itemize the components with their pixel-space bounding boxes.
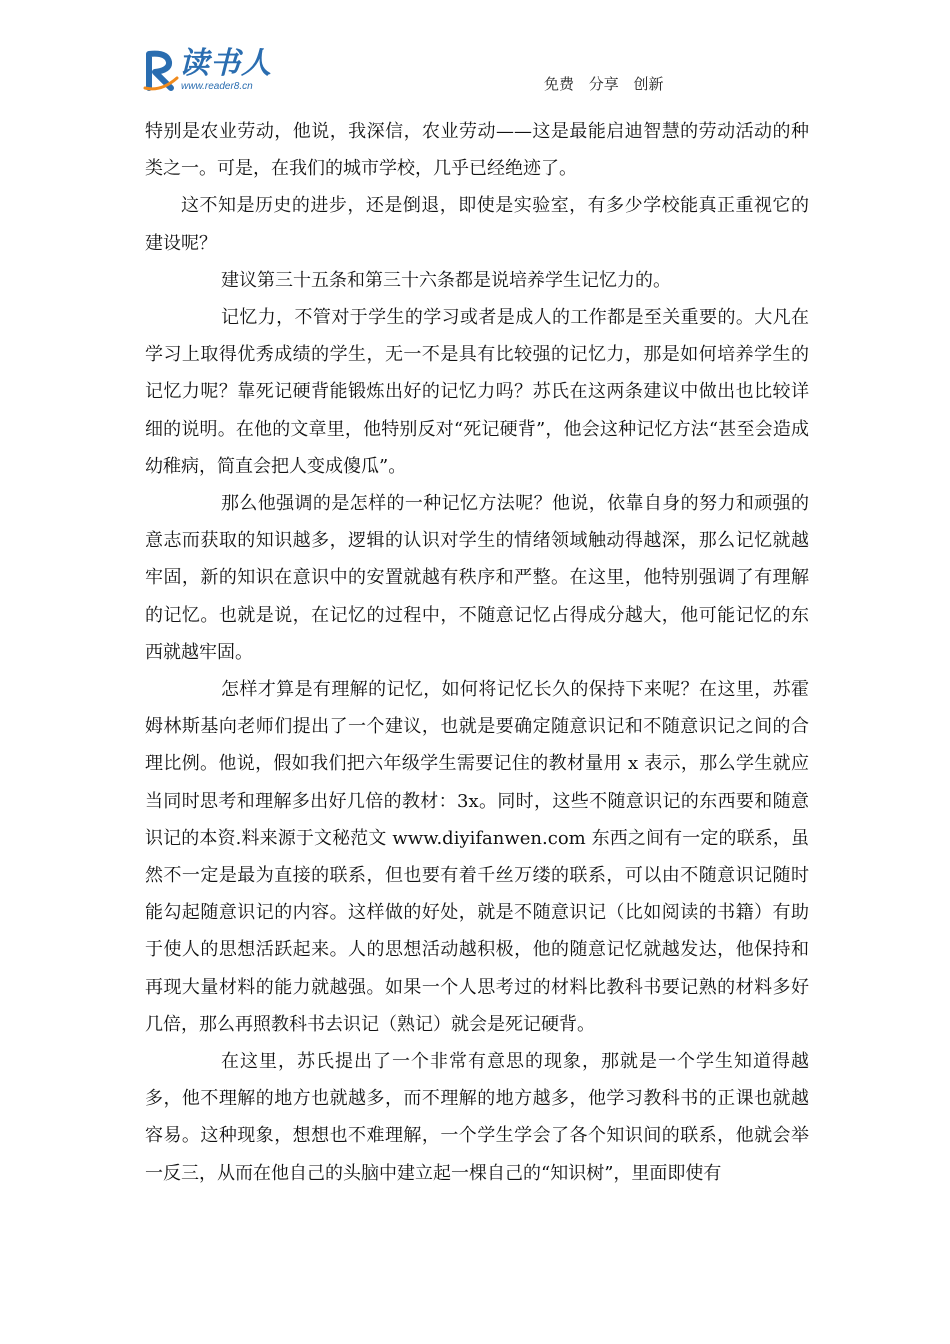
reader-r-logo-icon: [143, 48, 179, 92]
paragraph: 那么他强调的是怎样的一种记忆方法呢？他说，依靠自身的努力和顽强的意志而获取的知识越多，逻辑的认识对学生的情绪领域触动得越深，那么记忆就越牢固，新的知识在意识中的安置就越有秩序和严整。在这里，他特别强调了有理解的记忆。也就是说，在记忆的过程中，不随意记忆占得成分越大，他可能记忆的东西就越牢固。: [145, 493, 809, 663]
logo-title: 读书人: [179, 46, 272, 81]
paragraph: 特别是农业劳动，他说，我深信，农业劳动——这是最能启迪智慧的劳动活动的种类之一。可是，在我们的城市学校，几乎已经绝迹了。: [145, 121, 809, 180]
paragraph: 记忆力，不管对于学生的学习或者是成人的工作都是至关重要的。大凡在学习上取得优秀成绩的学生，无一不是具有比较强的记忆力，那是如何培养学生的记忆力呢？靠死记硬背能锻炼出好的记忆力吗？苏氏在这两条建议中做出也比较详细的说明。在他的文章里，他特别反对“死记硬背”，他会这种记忆方法“甚至会造成幼稚病，简直会把人变成傻瓜”。: [145, 307, 809, 477]
paragraph: 怎样才算是有理解的记忆，如何将记忆长久的保持下来呢？在这里，苏霍姆林斯基向老师们提出了一个建议，也就是要确定随意识记和不随意识记之间的合理比例。他说，假如我们把六年级学生需要记住的教材量用 x 表示，那么学生就应当同时思考和理解多出好几倍的教材：3x。同时，这些不随意识记的东西要和随意识记的本资.料来源于文秘范文 www.diyifanwen.com 东西之间有一定的联系，虽然不一定是最为直接的联系，但也要有着千丝万缕的联系，可以由不随意识记随时能勾起随意识记的内容。这样做的好处，就是不随意识记（比如阅读的书籍）有助于使人的思想活跃起来。人的思想活动越积极，他的随意记忆就越发达，他保持和再现大量材料的能力就越强。如果一个人思考过的材料比教科书要记熟的材料多好几倍，那么再照教科书去识记（熟记）就会是死记硬背。: [145, 679, 809, 1035]
article-body: [145, 113, 809, 1192]
paragraph: 在这里，苏氏提出了一个非常有意思的现象，那就是一个学生知道得越多，他不理解的地方也就越多，而不理解的地方越多，他学习教科书的正课也就越容易。这种现象，想想也不难理解，一个学生学会了各个知识间的联系，他就会举一反三，从而在他自己的头脑中建立起一棵自己的“知识树”，里面即使有: [145, 1051, 809, 1184]
header-tagline: 免费 分享 创新: [544, 75, 664, 93]
paragraph: 这不知是历史的进步，还是倒退，即使是实验室，有多少学校能真正重视它的建设呢？: [145, 195, 809, 254]
logo-url: www.reader8.cn: [181, 81, 253, 92]
site-logo[interactable]: [143, 46, 283, 98]
paragraph: 建议第三十五条和第三十六条都是说培养学生记忆力的。: [221, 269, 671, 291]
